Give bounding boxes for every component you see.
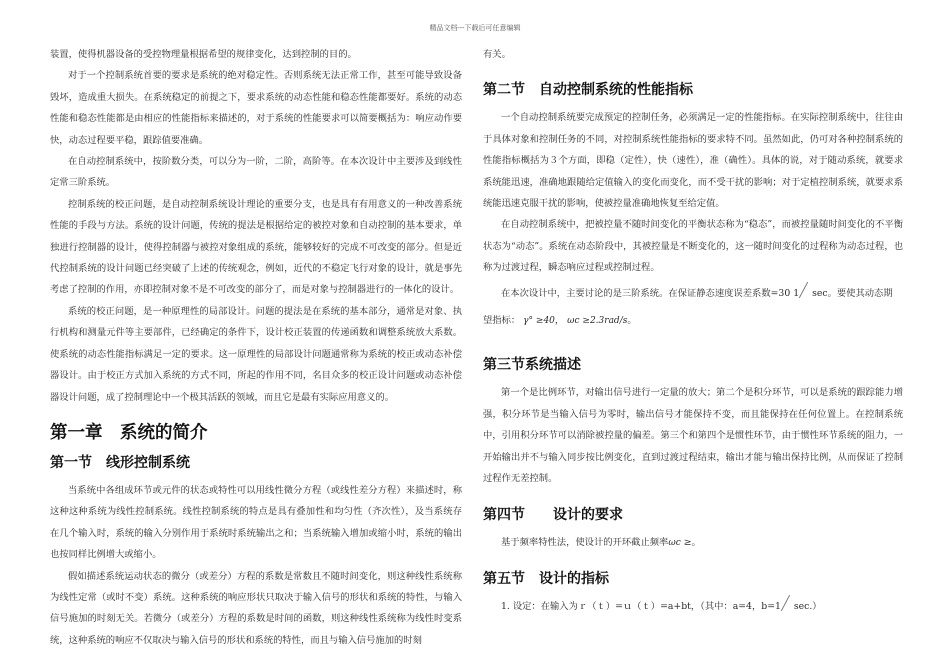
section-title: 第二节 自动控制系统的性能指标 (483, 82, 693, 99)
left-column (50, 44, 462, 651)
section-title: 第五节 设计的指标 (483, 570, 609, 587)
list-item (483, 596, 903, 617)
section-title: 第三节系统描述 (483, 357, 581, 374)
page-header: 精品文档---下载后可任意编辑 (429, 24, 521, 32)
text-run: sec.） (790, 600, 822, 612)
paragraph: 在自动控制系统中，把被控量不随时间变化的平衡状态称为“稳态”，而被控量随时间变化的不平衡状态为“动态”。系统在动态阶段中，其被控量是不断变化的，这一随时间变化的过程称为动态过程，也称为过渡过程，瞬态响应过程或控制过程。 (483, 219, 903, 274)
text-run: 在本次设计中，主要讨论的是三阶系统。在保证静态速度误差系数=30 (501, 287, 791, 299)
text-run: 1. 设定：在输入为ｒ（ｔ）=ｕ（ｔ）=a+bt，（其中：a=4，b=1 (501, 600, 781, 612)
text-run: 望指标： (483, 315, 521, 327)
math-gamma: γ° ≥40 (523, 316, 555, 327)
paragraph (483, 532, 903, 554)
text-run: 基于频率特性法，使设计的开环截止频率 (501, 536, 669, 548)
fraction-slash (781, 597, 791, 611)
paragraph: 控制系统的校正问题，是自动控制系统设计理论的重要分支，也是具有有用意义的一种改善系统性能的手段与方法。系统的设计问题，传统的提法是根据给定的被控对象和自动控制的基本要求，单独进行控制器的设计，使得控制器与被控对象组成的系统，能够较好的完成不可改变的部分。但是近代控制系统的设计问题已经突破了上述的传统观念，例如，近代的不稳定飞行对象的设计，就是事先考虑了控制的作用，亦即控制对象不是不可改变的部分了，而是对象与控制器进行的一体化的设计。 (50, 198, 462, 296)
chapter-title: 第一章 系统的简介 (50, 422, 208, 443)
paragraph: 第一个是比例环节，对输出信号进行一定量的放大；第二个是积分环节，可以是系统的跟踪能力增强，积分环节是当输入信号为零时，输出信号才能保持不变，而且能保持在任何位置上。在控制系统中，引用积分环节可以消除被控量的偏差。第三个和第四个是惯性环节，由于惯性环节系统的阻力，一开始输出并不与输入同步按比例变化，直到过渡过程结束，输出才能与输出保持比例，从而保证了控制过程作无差控制。 (483, 387, 903, 485)
math-omega: ωc ≥2.3rad/s (567, 316, 628, 327)
paragraph: 望指标： γ° ≥40， ωc ≥2.3rad/s。 (483, 315, 637, 327)
paragraph: 假如描述系统运动状态的微分（或差分）方程的系数是常数且不随时间变化，则这种线性系统称为线性定常（或时不变）系统。这种系统的响应形状只取决于输入信号的形状和系统的特性，与输入信号施加的时刻无关。若微分（或差分）方程的系数是时间的函数，则这种线性系统称为线性时变系统，这种系统的响应不仅取决与输入信号的形状和系统的特性，而且与输入信号施加的时刻 (50, 570, 462, 646)
text-run: 1 (793, 287, 800, 299)
text-run: sec。要使其动态期 (812, 287, 893, 299)
section-title: 第一节 线形控制系统 (50, 454, 190, 471)
paragraph: 对于一个控制系统首要的要求是系统的绝对稳定性。否则系统无法正常工作，甚至可能导致设备毁坏，造成重大损失。在系统稳定的前提之下，要求系统的动态性能和稳态性能都要好。系统的动态性能和稳态性能都是由相应的性能指标来描述的，对于系统的性能要求可以简要概括为：响应动作要快，动态过程要平稳，跟踪值要准确。 (50, 70, 462, 146)
text-run: 。 (627, 315, 637, 327)
right-column (483, 44, 903, 617)
section-title: 第四节 设计的要求 (483, 506, 623, 523)
fraction-slash (799, 284, 809, 298)
paragraph: 在自动控制系统中，按阶数分类，可以分为一阶，二阶，高阶等。在本次设计中主要涉及到线性定常三阶系统。 (50, 156, 462, 189)
paragraph (483, 283, 903, 304)
paragraph: 当系统中各组成环节或元件的状态或特性可以用线性微分方程（或线性差分方程）来描述时，称这种这种系统为线性控制系统。线性控制系统的特点是具有叠加性和均匀性（齐次性），及当系统存在几个输入时，系统的输入分别作用于系统时系统输出之和；当系统输入增加或缩小时，系统的输出也按同样比例增大或缩小。 (50, 484, 462, 561)
paragraph: 装置，使得机器设备的受控物理量根据希望的规律变化，达到控制的目的。 (50, 49, 357, 60)
text-run: ≥。 (680, 536, 701, 548)
paragraph: 有关。 (483, 49, 511, 60)
paragraph: 一个自动控制系统要完成预定的控制任务，必须满足一定的性能指标。在实际控制系统中，往往由于具体对象和控制任务的不同，对控制系统性能指标的要求特不同。虽然如此，仍可对各种控制系统的性能指标概括为３个方面，即稳（定性），快（速性），准（确性）。具体的说，对于随动系统，就要求系统能迅速，准确地跟随给定值输入的变化而变化，而不受干扰的影响；对于定植控制系统，就要求系统能迅速克服干扰的影响，使被控量准确地恢复至给定值。 (483, 112, 903, 210)
math-omega: ωc (668, 537, 681, 548)
paragraph: 系统的校正问题，是一种原理性的局部设计。问题的提法是在系统的基本部分，通常是对象、执行机构和测量元件等主要部件，已经确定的条件下，设计校正装置的传递函数和调整系统放大系数。使系统的动态性能指标满足一定的要求。这一原理性的局部设计问题通常称为系统的校正或动态补偿器设计。由于校正方式加入系统的方式不同，所起的作用不同，名目众多的校正设计问题或动态补偿器设计问题，成了控制理论中一个极其活跃的领域，而且它是最有实际应用意义的。 (50, 305, 462, 403)
